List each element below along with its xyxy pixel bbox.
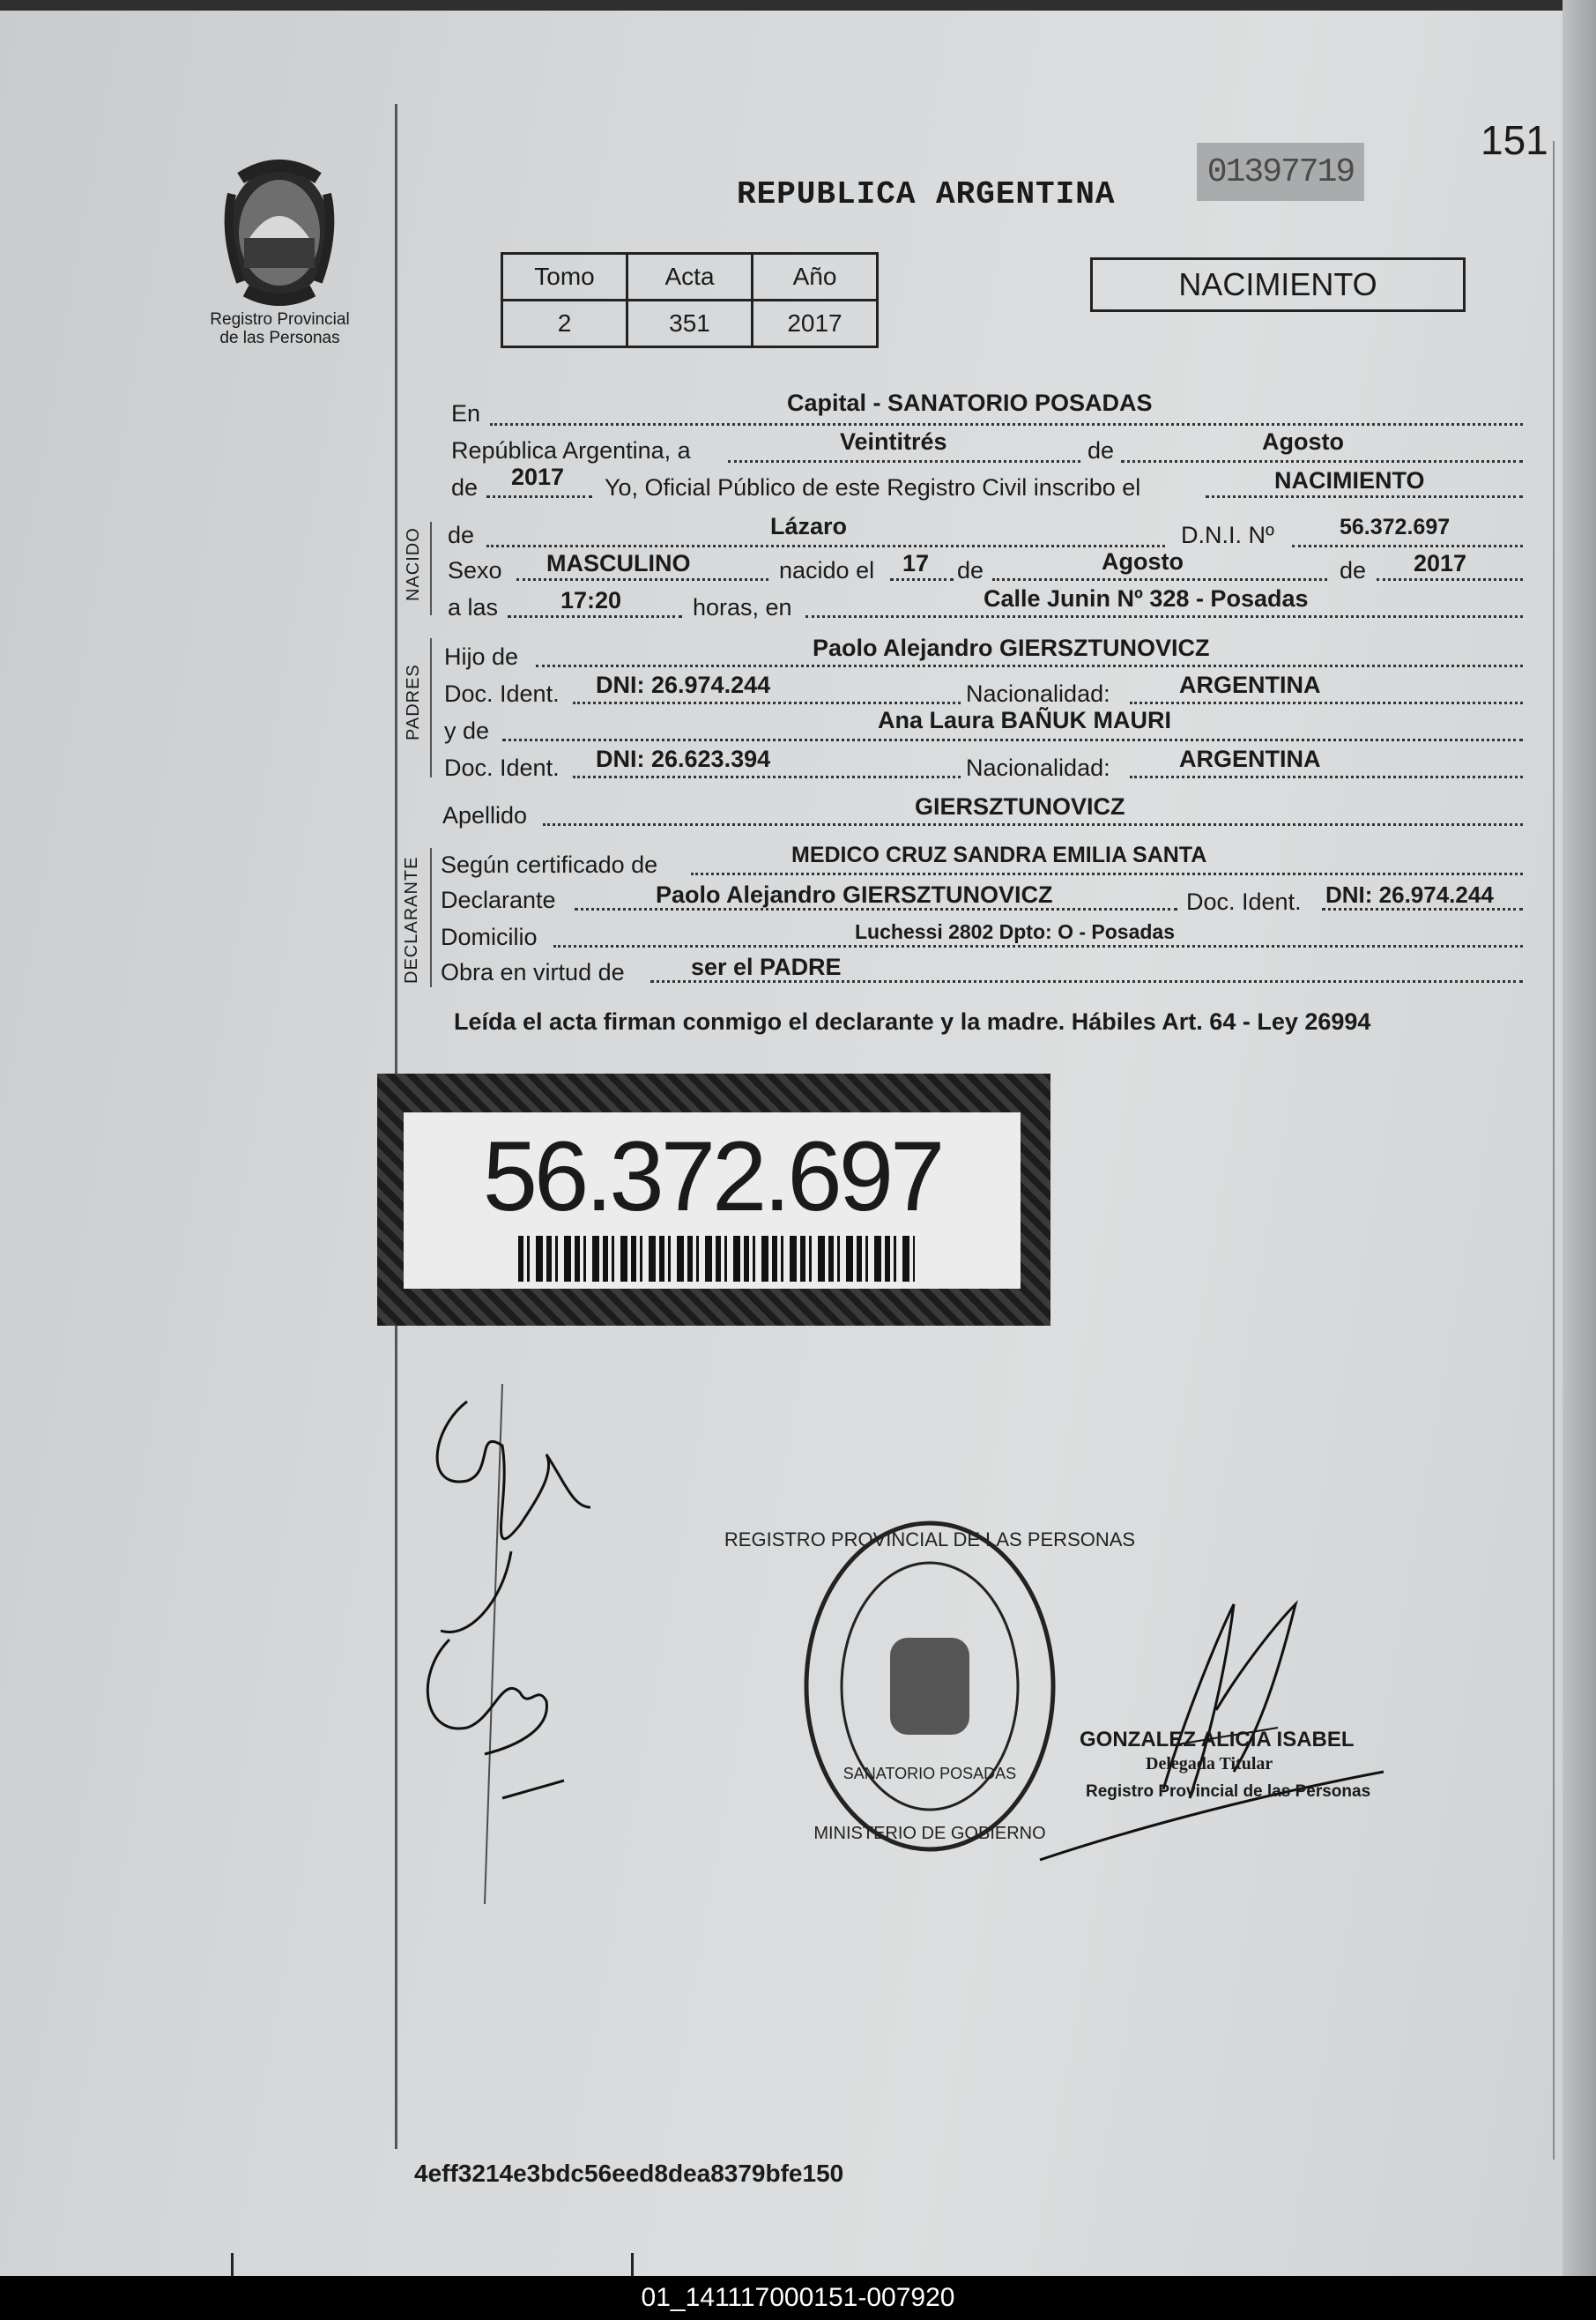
nacionalidad-label: Nacionalidad: <box>966 755 1110 781</box>
de-label: de <box>1088 437 1115 464</box>
de-label: de <box>448 522 475 548</box>
registry-table <box>501 252 879 348</box>
father-name-value: Paolo Alejandro GIERSZTUNOVICZ <box>813 635 1210 661</box>
dotted-line <box>573 776 961 778</box>
dotted-line <box>573 702 961 704</box>
bottom-tick <box>231 2253 234 2276</box>
nacido-side-label: NACIDO <box>404 527 423 601</box>
doc-ident-label: Doc. Ident. <box>1186 889 1302 915</box>
signatory-org: Registro Provincial de las Personas <box>1086 1782 1371 1801</box>
hijo-label: Hijo de <box>444 643 519 670</box>
child-name-value: Lázaro <box>770 513 848 539</box>
domicilio-value: Luchessi 2802 Dpto: O - Posadas <box>855 920 1176 943</box>
declarante-value: Paolo Alejandro GIERSZTUNOVICZ <box>656 881 1053 908</box>
birth-year-value: 2017 <box>1414 550 1467 576</box>
birth-month-value: Agosto <box>1102 548 1184 575</box>
a-las-label: a las <box>448 594 499 621</box>
sexo-label: Sexo <box>448 557 502 584</box>
section-divider <box>430 522 432 615</box>
signatory-role: Delegada Titular <box>1146 1754 1273 1773</box>
year-value: 2017 <box>511 464 565 490</box>
nacionalidad-label: Nacionalidad: <box>966 680 1110 707</box>
obra-label: Obra en virtud de <box>441 959 625 985</box>
nacido-el-label: nacido el <box>779 557 875 584</box>
father-nationality-value: ARGENTINA <box>1179 672 1321 698</box>
dotted-line <box>1206 495 1523 498</box>
dni-sticker <box>377 1074 1050 1326</box>
de-label: de <box>451 474 479 501</box>
bottom-tick <box>631 2253 634 2276</box>
day-words-value: Veintitrés <box>840 428 947 455</box>
apellido-value: GIERSZTUNOVICZ <box>915 793 1125 820</box>
dotted-line <box>486 545 1165 547</box>
logo-caption-line: de las Personas <box>219 329 340 347</box>
registry-header-acta: Acta <box>627 254 753 301</box>
section-divider <box>430 638 432 777</box>
logo-caption-line: Registro Provincial <box>210 310 350 329</box>
document-type-box: NACIMIENTO <box>1090 257 1466 312</box>
place-value: Capital - SANATORIO POSADAS <box>787 390 1153 416</box>
hour-value: 17:20 <box>560 587 622 613</box>
obra-value: ser el PADRE <box>691 954 842 980</box>
dotted-line <box>728 460 1080 463</box>
serial-number: 01397719 <box>1197 143 1364 201</box>
dotted-line <box>508 615 682 618</box>
document-hash: 4eff3214e3bdc56eed8dea8379bfe150 <box>414 2160 844 2187</box>
sexo-value: MASCULINO <box>546 550 691 576</box>
birthplace-value: Calle Junin Nº 328 - Posadas <box>984 585 1309 612</box>
dotted-line <box>543 823 1523 826</box>
province-seal-logo <box>214 159 345 307</box>
page-edge <box>1563 0 1596 2276</box>
dotted-line <box>1130 776 1523 778</box>
mother-nationality-value: ARGENTINA <box>1179 746 1321 772</box>
de-label: de <box>957 557 984 584</box>
page-number: 151 <box>1481 117 1548 163</box>
domicilio-label: Domicilio <box>441 924 538 950</box>
dni-sticker-number: 56.372.697 <box>482 1121 942 1231</box>
dotted-line <box>490 423 1523 426</box>
doc-ident-label: Doc. Ident. <box>444 755 560 781</box>
certificado-value: MEDICO CRUZ SANDRA EMILIA SANTA <box>791 843 1207 867</box>
logo-caption <box>189 310 370 347</box>
declarante-side-label: DECLARANTE <box>402 856 421 984</box>
stamp-text: REGISTRO PROVINCIAL DE LAS PERSONAS <box>724 1528 1136 1550</box>
dotted-line <box>1121 460 1523 463</box>
dotted-line <box>516 578 768 581</box>
yo-label: Yo, Oficial Público de este Registro Civil inscribo el <box>605 474 1141 501</box>
certificado-label: Según certificado de <box>441 851 658 878</box>
birth-day-value: 17 <box>902 550 930 576</box>
barcode <box>518 1236 915 1282</box>
declarant-signature <box>414 1375 626 1904</box>
dotted-line <box>691 873 1523 875</box>
declarante-doc-value: DNI: 26.974.244 <box>1325 881 1494 908</box>
declarante-label: Declarante <box>441 887 556 913</box>
padres-side-label: PADRES <box>404 664 423 740</box>
horas-label: horas, en <box>693 594 792 621</box>
dotted-line <box>502 739 1523 741</box>
dotted-line <box>486 495 592 498</box>
month-value: Agosto <box>1262 428 1344 455</box>
section-divider <box>430 848 432 987</box>
dotted-line <box>805 615 1523 618</box>
registry-value-tomo: 2 <box>502 301 627 347</box>
mother-doc-value: DNI: 26.623.394 <box>596 746 771 772</box>
dni-value: 56.372.697 <box>1340 515 1451 539</box>
closing-note: Leída el acta firman conmigo el declarante y la madre. Hábiles Art. 64 - Ley 26994 <box>454 1008 1371 1035</box>
mother-name-value: Ana Laura BAÑUK MAURI <box>878 707 1172 733</box>
inscribe-value: NACIMIENTO <box>1274 467 1425 494</box>
stamp-text: SANATORIO POSADAS <box>843 1765 1017 1782</box>
registry-value-acta: 351 <box>627 301 753 347</box>
dotted-line <box>1377 578 1523 581</box>
republica-label: República Argentina, a <box>451 437 691 464</box>
registry-header-ano: Año <box>753 254 878 301</box>
signatory-name: GONZALEZ ALICIA ISABEL <box>1080 1728 1355 1751</box>
registry-header-tomo: Tomo <box>502 254 627 301</box>
father-doc-value: DNI: 26.974.244 <box>596 672 771 698</box>
dotted-line <box>1292 545 1523 547</box>
dni-label: D.N.I. Nº <box>1181 522 1274 548</box>
doc-ident-label: Doc. Ident. <box>444 680 560 707</box>
dni-sticker-inner <box>404 1112 1021 1289</box>
footer-filename: 01_141117000151-007920 <box>0 2276 1596 2320</box>
de-label: de <box>1340 557 1367 584</box>
dotted-line <box>890 578 954 581</box>
en-label: En <box>451 400 481 427</box>
right-margin-line <box>1553 141 1555 2160</box>
dotted-line <box>992 578 1327 581</box>
top-edge <box>0 0 1596 11</box>
official-signature <box>1013 1569 1410 1869</box>
registry-value-ano: 2017 <box>753 301 878 347</box>
dotted-line <box>536 665 1523 667</box>
dotted-line <box>1130 702 1523 704</box>
document-title: REPUBLICA ARGENTINA <box>737 176 1116 212</box>
dotted-line <box>553 945 1523 948</box>
stamp-text: MINISTERIO DE GOBIERNO <box>813 1824 1046 1843</box>
apellido-label: Apellido <box>442 802 528 829</box>
y-de-label: y de <box>444 718 490 744</box>
